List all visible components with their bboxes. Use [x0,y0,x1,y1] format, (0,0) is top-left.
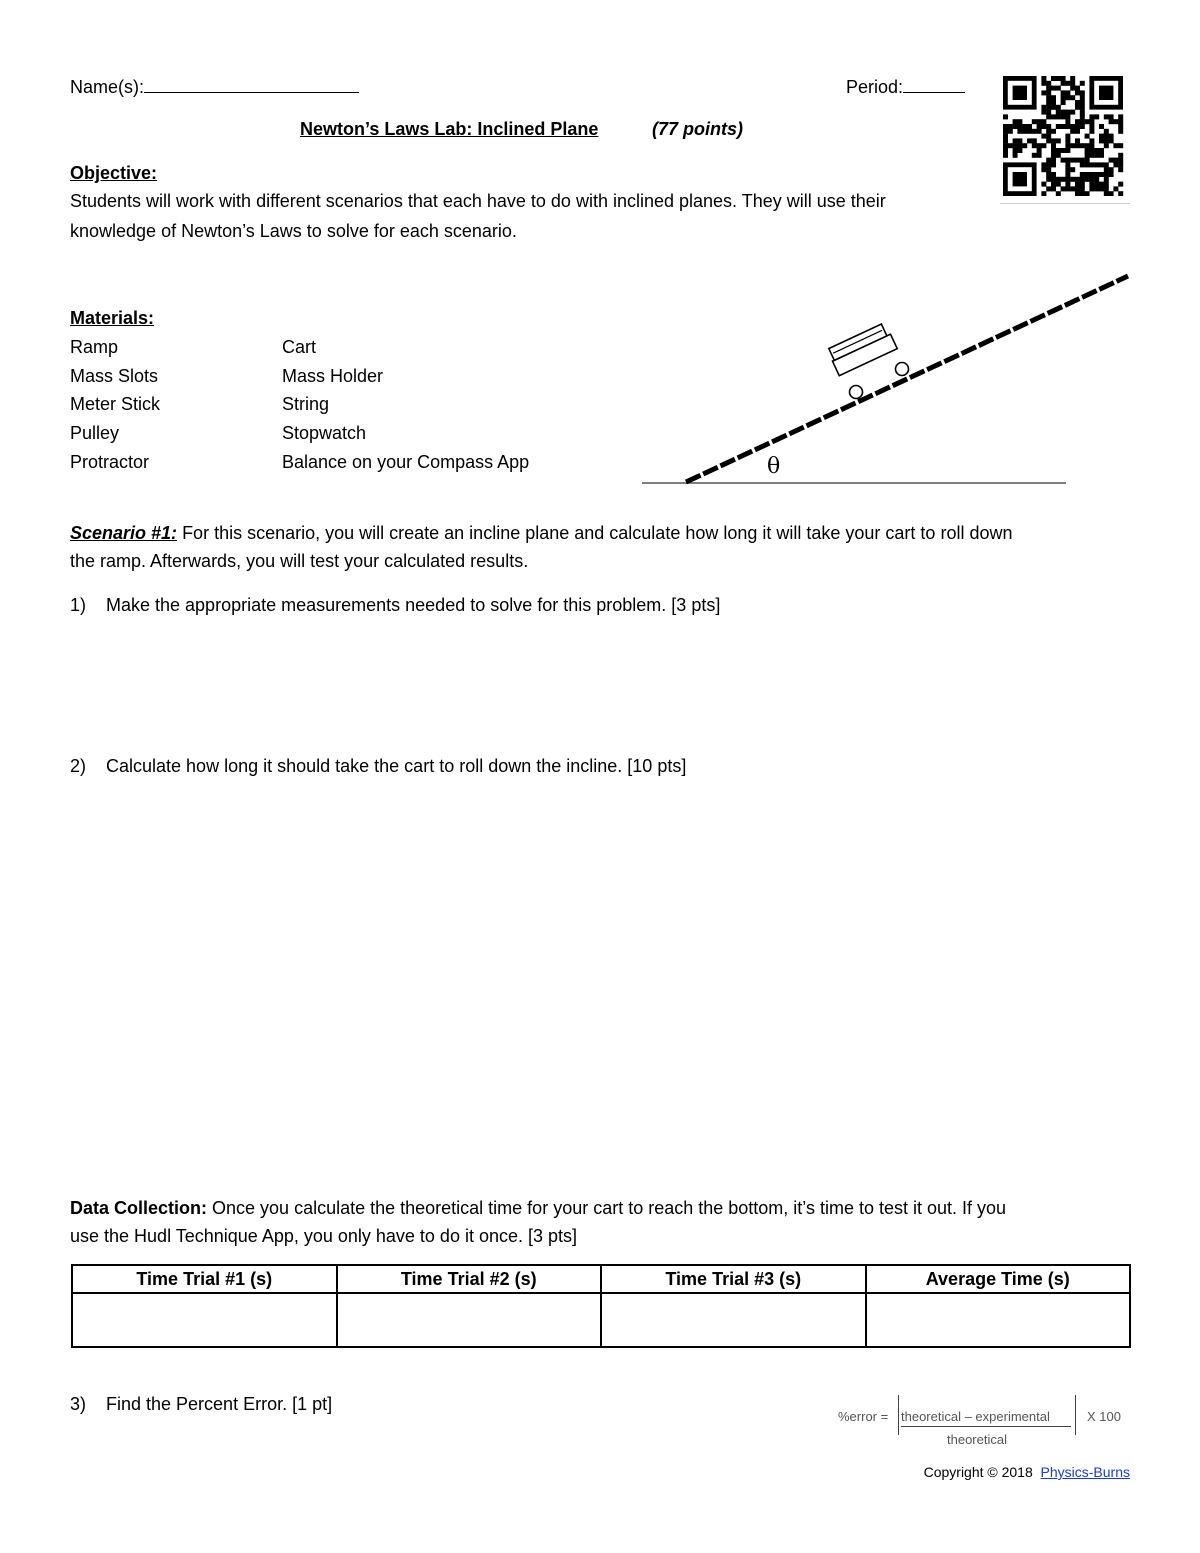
abs-bar-right [1075,1395,1076,1435]
points-total: (77 points) [652,119,744,139]
qr-code-icon [1003,76,1127,196]
average-time-cell[interactable] [866,1293,1131,1347]
material-item: Cart [282,337,317,357]
material-item: Meter Stick [70,394,161,415]
formula-lhs: %error = [838,1409,889,1424]
question-1 [70,595,721,616]
period-blank[interactable] [903,76,965,93]
ramp-line [686,276,1128,482]
data-table [71,1264,1131,1348]
question-number: 3) [70,1394,87,1414]
question-text: Find the Percent Error. [1 pt] [106,1394,333,1414]
question-number: 1) [70,595,87,615]
data-collection-line-2: use the Hudl Technique App, you only have to do it once. [3 pts] [70,1226,578,1246]
data-collection-text: Once you calculate the theoretical time for your cart to reach the bottom, it’s time to test it out. If you [207,1198,1007,1218]
physics-burns-link[interactable]: Physics-Burns [1040,1464,1130,1480]
period-field [846,76,965,98]
column-header: Time Trial #1 (s) [72,1265,337,1293]
name-blank[interactable] [144,76,359,93]
qr-divider [1000,203,1130,204]
question-text: Calculate how long it should take the cart to roll down the incline. [10 pts] [106,756,687,776]
data-collection-heading: Data Collection: [70,1198,208,1218]
material-item: Stopwatch [282,423,367,444]
question-3 [70,1394,333,1415]
name-label: Name(s): [70,77,145,97]
material-item: Ramp [70,337,119,357]
time-trial-1-cell[interactable] [72,1293,337,1347]
table-row [72,1293,1130,1347]
materials-col-1 [70,333,160,477]
materials-heading: Materials: [70,308,155,328]
data-collection-line-1 [70,1198,1006,1219]
page-title [300,119,598,140]
period-label: Period: [846,77,904,97]
column-header: Time Trial #2 (s) [337,1265,602,1293]
table-header-row [72,1265,1130,1293]
question-2 [70,756,687,777]
objective-heading: Objective: [70,163,158,183]
scenario-1-line-1 [70,523,1012,544]
copyright-text: Copyright © 2018 [923,1464,1033,1480]
angle-label: θ [767,454,781,479]
material-item: Pulley [70,423,120,444]
time-trial-3-cell[interactable] [601,1293,866,1347]
objective-line-1: Students will work with different scenarios that each have to do with inclined planes. They will use their [70,191,886,211]
cart-wheel [850,386,863,399]
inclined-plane-diagram [638,268,1138,490]
scenario-1-line-2: the ramp. Afterwards, you will test your calculated results. [70,551,529,571]
question-text: Make the appropriate measurements needed to solve for this problem. [3 pts] [106,595,721,615]
cart-icon [827,322,897,375]
scenario-1-text: For this scenario, you will create an incline plane and calculate how long it will take your cart to roll down [177,523,1013,543]
column-header: Time Trial #3 (s) [601,1265,866,1293]
column-header: Average Time (s) [866,1265,1131,1293]
materials-col-2 [282,333,529,477]
time-trial-2-cell[interactable] [337,1293,602,1347]
formula-multiplier: X 100 [1087,1409,1121,1424]
material-item: Mass Holder [282,365,384,386]
percent-error-formula [838,1393,1138,1453]
objective-line-2: knowledge of Newton’s Laws to solve for each scenario. [70,221,517,241]
material-item: Balance on your Compass App [282,451,530,472]
abs-bar-left [898,1395,899,1435]
cart-wheel [896,363,909,376]
material-item: Protractor [70,451,150,472]
name-field [70,76,359,98]
copyright-footer [924,1464,1130,1480]
formula-denominator: theoretical [947,1432,1007,1447]
formula-numerator: theoretical – experimental [901,1409,1050,1424]
question-number: 2) [70,756,87,776]
material-item: Mass Slots [70,365,159,386]
fraction-bar [901,1426,1071,1427]
material-item: String [282,394,330,415]
scenario-1-heading: Scenario #1: [70,523,178,543]
title-text: Newton’s Laws Lab: Inclined Plane [300,119,599,139]
